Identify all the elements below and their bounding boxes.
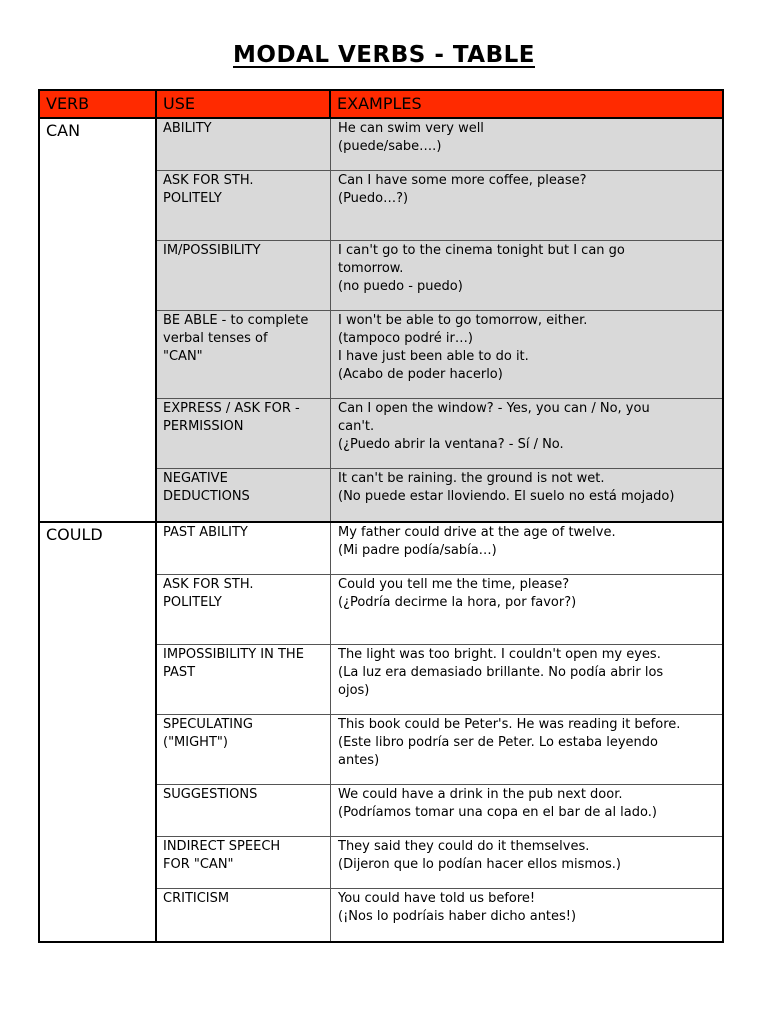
example-cell: It can't be raining. the ground is not wet. (No puede estar lloviendo. El suelo no está mojado) [331,469,722,521]
use-cell: IMPOSSIBILITY IN THE PAST [157,645,331,714]
use-cell: PAST ABILITY [157,523,331,574]
table-row [157,785,722,837]
group-can [40,119,722,523]
verb-cell: COULD [40,523,157,941]
modal-verbs-table [38,89,724,943]
example-cell: We could have a drink in the pub next door. (Podríamos tomar una copa en el bar de al lado.) [338,787,657,820]
table-row [157,837,722,889]
table-row [157,715,722,785]
page-title-text: MODAL VERBS - TABLE [233,42,535,68]
example-cell: Can I have some more coffee, please? (Puedo…?) [331,171,722,240]
example-cell: The light was too bright. I couldn't open my eyes. (La luz era demasiado brillante. No podía abrir los ojos) [338,647,664,698]
group-could [40,523,722,941]
use-cell: ABILITY [157,119,331,170]
table-row [157,575,722,645]
use-cell: NEGATIVE DEDUCTIONS [157,469,331,521]
table-row [157,399,722,469]
example-cell: Can I open the window? - Yes, you can / No, you can't. (¿Puedo abrir la ventana? - Sí / No. [331,399,722,468]
table-row [157,119,722,171]
use-cell: EXPRESS / ASK FOR - PERMISSION [157,399,331,468]
use-cell: SUGGESTIONS [157,785,331,836]
table-row [157,241,722,311]
example-cell: My father could drive at the age of twelve. (Mi padre podía/sabía…) [338,525,616,558]
use-cell: ASK FOR STH. POLITELY [157,575,331,644]
example-cell: I can't go to the cinema tonight but I can go tomorrow. (no puedo - puedo) [331,241,722,310]
header-verb: VERB [40,91,157,117]
table-header [40,91,722,119]
table-row [157,523,722,575]
example-cell: Could you tell me the time, please? (¿Podría decirme la hora, por favor?) [338,577,577,610]
verb-cell: CAN [40,119,157,521]
example-cell: You could have told us before! (¡Nos lo podríais haber dicho antes!) [338,891,577,924]
table-row [157,469,722,521]
example-cell: I won't be able to go tomorrow, either. (tampoco podré ir…) I have just been able to do it. (Acabo de poder hacerlo) [331,311,722,398]
use-cell: CRITICISM [157,889,331,941]
example-cell: He can swim very well (puede/sabe….) [331,119,722,170]
use-cell: SPECULATING ("MIGHT") [157,715,331,784]
example-cell: This book could be Peter's. He was reading it before. (Este libro podría ser de Peter. Lo estaba leyendo antes) [338,717,681,768]
table-row [157,171,722,241]
header-use: USE [157,91,331,117]
use-cell: IM/POSSIBILITY [157,241,331,310]
use-cell: INDIRECT SPEECH FOR "CAN" [157,837,331,888]
table-row [157,889,722,941]
table-row [157,311,722,399]
example-cell: They said they could do it themselves. (Dijeron que lo podían hacer ellos mismos.) [338,839,621,872]
header-examples: EXAMPLES [337,94,422,113]
use-cell: ASK FOR STH. POLITELY [157,171,331,240]
table-row [157,645,722,715]
group-rows [157,119,722,521]
group-rows [157,523,722,941]
use-cell: BE ABLE - to complete verbal tenses of "CAN" [157,311,331,398]
page-title [0,42,768,68]
